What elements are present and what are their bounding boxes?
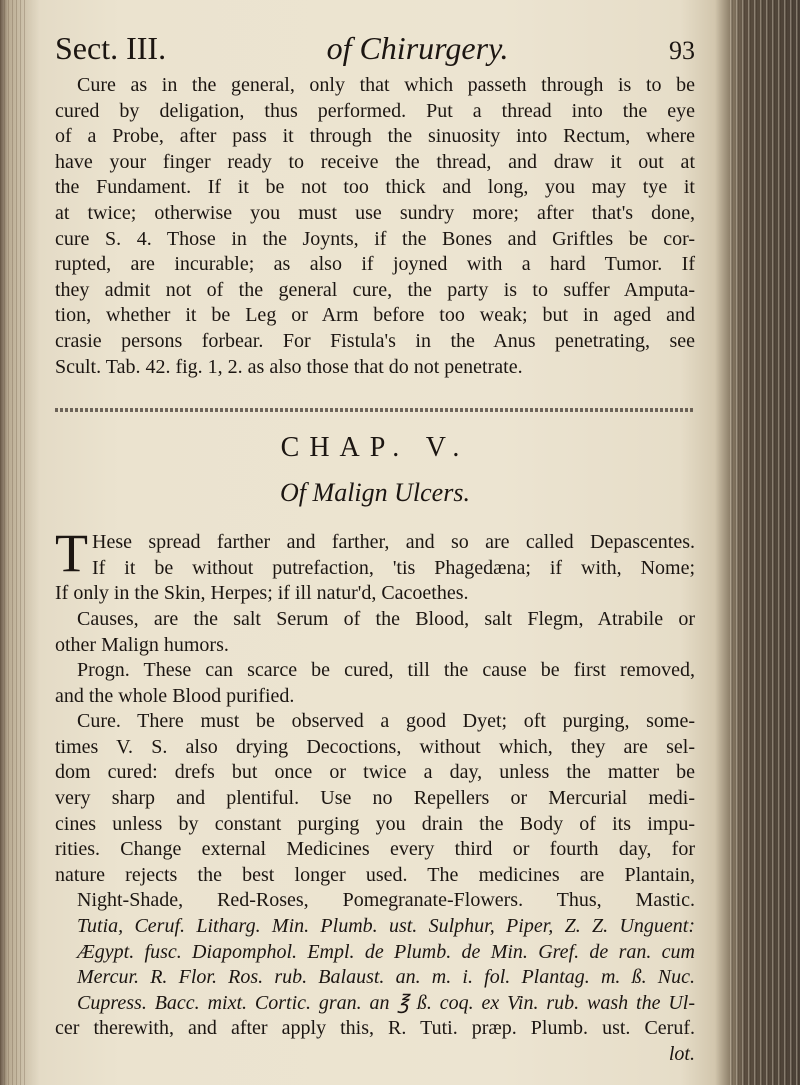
text-line: Progn. These can scarce be cured, till the cause be first removed, <box>77 659 695 682</box>
text-line: Cure as in the general, only that which passeth through is to be <box>77 74 695 96</box>
text-line: nature rejects the best longer used. The medicines are Plantain, <box>55 863 695 886</box>
text-line: cure S. 4. Those in the Joynts, if the Bones and Griftles be cor- <box>55 227 695 250</box>
catchword: lot. <box>668 1043 695 1065</box>
section-label: Sect. III. <box>55 30 167 66</box>
text-line: Night-Shade, Red-Roses, Pomegranate-Flowers. Thus, Mastic. <box>77 889 695 912</box>
running-title: of Chirurgery. <box>326 30 509 66</box>
text-line: Causes, are the salt Serum of the Blood, salt Flegm, Atrabile or <box>77 607 695 630</box>
left-page-edge <box>0 0 28 1085</box>
text-line: Ægypt. fusc. Diapomphol. Empl. de Plumb. de Min. Gref. de ran. cum <box>77 940 695 963</box>
dropcap-block <box>55 523 695 584</box>
text-line: cines unless by constant purging you drain the Body of its impu- <box>55 812 695 835</box>
text-line: Hese spread farther and farther, and so are called Depascentes. <box>92 531 695 554</box>
text-line: the Fundament. If it be not too thick and long, you may tye it <box>55 176 695 199</box>
text-line: cured by deligation, thus performed. Put a thread into the eye <box>55 99 695 122</box>
text-line: and the whole Blood purified. <box>55 684 295 707</box>
text-line: have your finger ready to receive the thread, and draw it out at <box>55 150 695 173</box>
text-line: Cure. There must be observed a good Dyet; oft purging, some- <box>77 710 695 733</box>
chapter-heading: CHAP. V. <box>280 432 470 464</box>
text-line: of a Probe, after pass it through the sinuosity into Rectum, where <box>55 125 695 148</box>
text-line: cer therewith, and after apply this, R. Tuti. præp. Plumb. ust. Ceruf. <box>55 1017 695 1040</box>
text-line: times V. S. also drying Decoctions, without which, they are sel- <box>55 735 695 758</box>
text-line: Tutia, Ceruf. Litharg. Min. Plumb. ust. Sulphur, Piper, Z. Z. Unguent: <box>77 915 695 938</box>
right-page-stack-edge <box>730 0 800 1085</box>
text-line: If it be without putrefaction, 'tis Phagedæna; if with, Nome; <box>92 556 695 579</box>
top-paragraph <box>55 73 695 380</box>
drop-capital: T <box>55 523 88 584</box>
text-line: dom cured: drefs but once or twice a day, unless the matter be <box>55 761 695 784</box>
text-line: at twice; otherwise you must use sundry more; after that's done, <box>55 201 695 224</box>
text-line: other Malign humors. <box>55 633 229 656</box>
text-line: very sharp and plentiful. Use no Repellers or Mercurial medi- <box>55 787 695 810</box>
text-line: Mercur. R. Flor. Ros. rub. Balaust. an. m. i. fol. Plantag. m. ß. Nuc. <box>77 966 695 989</box>
page-text-block <box>55 28 695 1068</box>
text-line: Cupress. Bacc. mixt. Cortic. gran. an ℥ ß. coq. ex Vin. rub. wash the Ul- <box>77 991 695 1014</box>
text-line: If only in the Skin, Herpes; if ill natur'd, Cacoethes. <box>55 582 469 605</box>
text-line: rupted, are incurable; as also if joyned with a hard Tumor. If <box>55 253 695 276</box>
text-line: tion, whether it be Leg or Arm before too weak; but in aged and <box>55 304 695 327</box>
text-line: rities. Change external Medicines every third or fourth day, for <box>55 838 695 861</box>
text-line: crasie persons forbear. For Fistula's in the Anus penetrating, see <box>55 329 695 352</box>
running-head <box>55 28 695 71</box>
text-line: Scult. Tab. 42. fig. 1, 2. as also those that do not penetrate. <box>55 355 523 378</box>
chapter-body <box>55 523 695 1067</box>
text-line: they admit not of the general cure, the party is to suffer Amputa- <box>55 278 695 301</box>
ornamental-rule <box>55 408 695 412</box>
chapter-title: Of Malign Ulcers. <box>280 478 470 508</box>
page-number: 93 <box>669 36 695 65</box>
